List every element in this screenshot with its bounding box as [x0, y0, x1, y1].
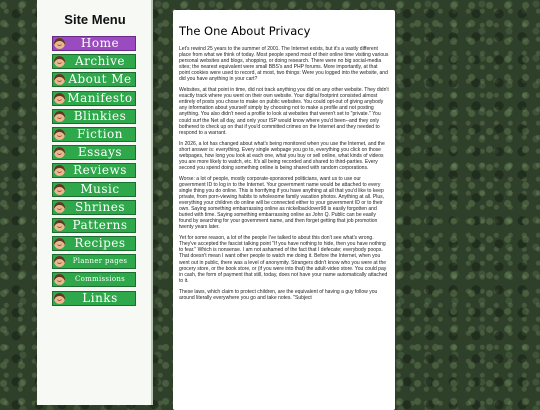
nav-item-label: Essays [77, 145, 123, 160]
avatar-face-icon [54, 147, 65, 158]
article-paragraph: Worse: a lot of people, mostly corporate-sponsored politicians, want us to use our government ID to log in to the Internet. Your government name would be attached to every single thing you do online. This is horrifying if you have anything at all that you'd like to keep private, from porn-viewing habits to wholesome family vacation photos. Anything at all. Plus, everything your children do online will be connected either to your government ID or to their own. Saying something embarrassing online as nickelbacklover98 is easily forgotten and buried with time. Saying something embarrassing online as John Q. Public can be easily found by searching for your government name, and then forget getting that job promotion twenty years later. [179, 175, 385, 231]
avatar-face-icon [54, 238, 65, 249]
avatar-face-icon [54, 165, 65, 176]
nav-item-fiction[interactable] [52, 127, 136, 142]
article-paragraph: These laws, which claim to protect children, are the equivalent of having a guy follow you around literally everywhere you go and take notes. "Subject [179, 288, 378, 301]
nav-item-manifesto[interactable] [52, 91, 136, 106]
site-menu [52, 36, 136, 309]
avatar-face-icon [54, 38, 65, 49]
nav-item-archive[interactable] [52, 54, 136, 69]
nav-item-label: Shrines [74, 199, 125, 214]
avatar-face-icon [54, 256, 65, 267]
nav-item-commissions[interactable] [52, 272, 136, 287]
sidebar-title: Site Menu [64, 12, 126, 27]
avatar-face-icon [54, 74, 65, 85]
article-paragraph: In 2026, a lot has changed about what's being monitored when you use the Internet, and the short answer is: everything. Every single webpage you go to, everything you click on those webpages, how long you look at each one, what you buy or sell online, what kinds of videos you are more likely to watch, etc. It's all being recorded and shared to third-parties. Every second you spend doing something online is being shared with random corporations. [179, 140, 385, 171]
nav-item-essays[interactable] [52, 145, 136, 160]
avatar-face-icon [54, 220, 65, 231]
nav-item-label: About Me [68, 72, 132, 87]
nav-item-reviews[interactable] [52, 163, 136, 178]
nav-item-label: Fiction [77, 126, 123, 141]
nav-item-label: Music [80, 181, 120, 196]
article-paragraph: Let's rewind 25 years to the summer of 2001. The Internet exists, but it's a vastly different place from what we think of today. Most people spend most of their online time visiting various personal websites and blogs, shopping, or doing research. There were no big social-media sites; the nearest equivalent were small BBS's and PHP forums. More importantly, at that point cookies were used to record, at most, two things: Were you logged into the website, and did you have anything in your cart? [179, 46, 389, 83]
nav-item-label: Patterns [72, 217, 128, 232]
article-paragraph: Yet for some reason, a lot of the people I've talked to about this don't see what's wrong. They've accepted the fascist talking point "If you have nothing to hide, then you have nothing to fear." Which is nonsense. I am not ashamed of the fact that I defecate; everybody poops. That doesn't mean I want other people to watch me doing it. Before the Internet, when you went out in public, there was a level of anonymity. Strangers didn't know who you were at the grocery store, or the book store, or (if you were into that) the adult-video store. You could pay in cash, the form of payment that still, today, does not have your name automatically attached to it. [179, 235, 388, 284]
nav-item-label: Home [80, 36, 120, 50]
nav-item-shrines[interactable] [52, 200, 136, 215]
nav-item-about-me[interactable] [52, 72, 136, 87]
nav-item-label: Manifesto [67, 90, 133, 105]
nav-item-links[interactable] [52, 291, 136, 306]
nav-item-recipes[interactable] [52, 236, 136, 251]
nav-item-label: Planner pages [72, 257, 128, 266]
nav-item-label: Commissions [74, 275, 126, 284]
avatar-face-icon [54, 293, 65, 304]
nav-item-planner-pages[interactable] [52, 254, 136, 269]
article-paragraph: Websites, at that point in time, did not track anything you did on any other website. They didn't exactly track where you went on their own website. Your digital footprint consisted almost entirely of posts you chose to make on public websites. You could opt-out of giving anybody any information about yourself simply by choosing not to make a profile and not posting anything. You also didn't need a profile to look at websites that weren't set to "private." You could surf the Net all day, and only your ISP would know where you'd been--and they only bothered to check up on that if you'd committed crimes on the Internet and they needed to respond to a warrant. [179, 87, 389, 136]
nav-item-music[interactable] [52, 182, 136, 197]
nav-item-label: Archive [74, 54, 126, 69]
article-title: The One About Privacy [179, 24, 311, 38]
avatar-face-icon [54, 184, 65, 195]
avatar-face-icon [54, 274, 65, 285]
avatar-face-icon [54, 93, 65, 104]
nav-item-label: Blinkies [73, 108, 127, 123]
nav-item-patterns[interactable] [52, 218, 136, 233]
avatar-face-icon [54, 111, 65, 122]
sidebar [37, 0, 153, 405]
avatar-face-icon [54, 202, 65, 213]
avatar-face-icon [54, 129, 65, 140]
nav-item-label: Recipes [74, 236, 126, 251]
article-body [179, 46, 389, 301]
nav-item-label: Reviews [73, 163, 127, 178]
nav-item-blinkies[interactable] [52, 109, 136, 124]
avatar-face-icon [54, 56, 65, 67]
nav-item-home[interactable] [52, 36, 136, 51]
nav-item-label: Links [82, 290, 118, 305]
article-panel [173, 10, 395, 410]
